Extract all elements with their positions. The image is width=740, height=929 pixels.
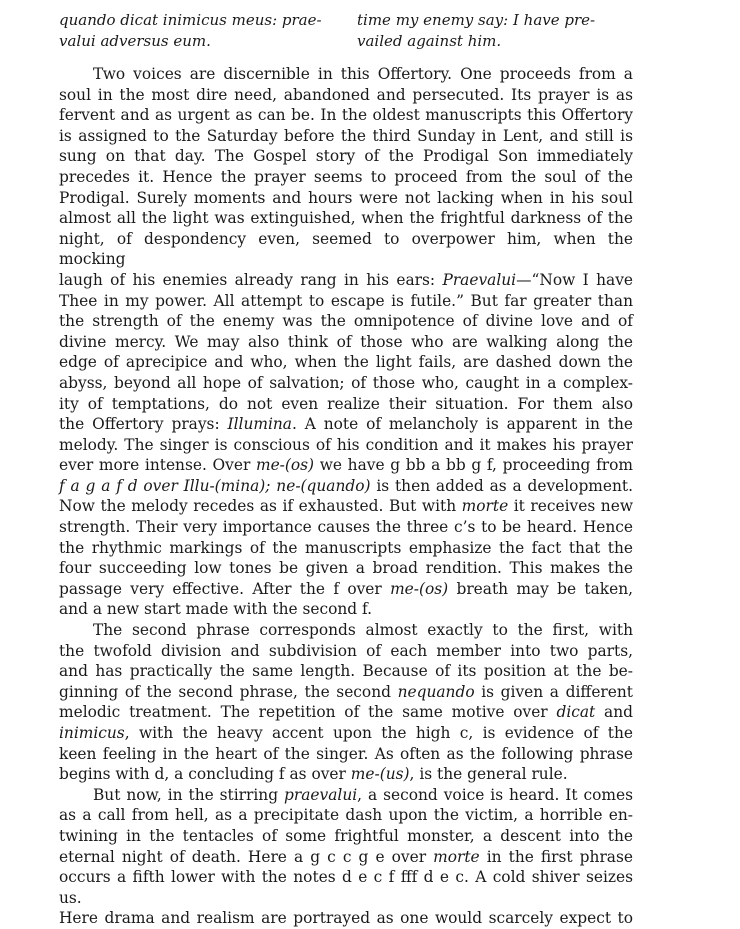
text-line: soul in the most dire need, abandoned and persecuted. Its prayer is as: [59, 85, 633, 104]
text-line: the rhythmic markings of the manuscripts emphasize the fact that the: [59, 538, 633, 557]
text-line: Thee in my power. All attempt to escape is futile.” But far greater than: [59, 291, 633, 310]
paragraph: [59, 620, 633, 785]
text-line: Here drama and realism are portrayed as one would scarcely expect to: [59, 909, 633, 928]
text-line: as a call from hell, as a precipitate dash upon the victim, a horrible en-: [59, 806, 633, 825]
text-line: passage very effective. After the f over me-(os) breath may be taken,: [59, 579, 634, 598]
italic-term: me-(us): [350, 765, 410, 784]
book-page: [59, 10, 633, 929]
text-line: Prodigal. Surely moments and hours were not lacking when in his soul: [59, 188, 633, 207]
italic-term: nequando: [397, 682, 475, 701]
text-line: Now the melody recedes as if exhausted. But with morte it receives new: [59, 497, 633, 516]
paragraph: [59, 64, 633, 620]
text-line: eternal night of death. Here a g c c g e over morte in the first phrase: [59, 847, 633, 866]
text-line: the twofold division and subdivision of each member into two parts,: [59, 641, 633, 660]
text-line: The second phrase corresponds almost exactly to the first, with: [93, 621, 633, 640]
italic-term: praevalui: [284, 785, 358, 804]
italic-term: inimicus: [59, 724, 125, 742]
text-line: ginning of the second phrase, the second nequando is given a different: [59, 682, 633, 701]
italic-term: me-(os): [255, 456, 315, 475]
text-line: keen feeling in the heart of the singer. As often as the following phrase: [59, 744, 633, 763]
italic-term: morte: [433, 847, 480, 866]
commentary-body: [59, 64, 633, 929]
text-line: the Offertory prays: Illumina. A note of melancholy is apparent in the: [59, 415, 633, 434]
text-line: abyss, beyond all hope of salvation; of those who, caught in a complex-: [59, 373, 633, 392]
text-line: f a g a f d over Illu-(mina); ne-(quando) is then added as a development.: [59, 476, 633, 495]
italic-term: Praevalui: [442, 270, 517, 289]
text-line: divine mercy. We may also think of those who are walking along the: [59, 332, 633, 351]
text-line: ity of temptations, do not even realize their situation. For them also: [59, 394, 633, 413]
italic-term: Illumina: [227, 415, 292, 434]
text-line: But now, in the stirring praevalui, a second voice is heard. It comes: [93, 785, 634, 804]
text-line: sung on that day. The Gospel story of the Prodigal Son immediately: [59, 147, 633, 166]
italic-term: f a g a f d over Illu-(mina); ne-(quando): [59, 476, 371, 495]
italic-term: dicat: [556, 703, 596, 722]
text-line: laugh of his enemies already rang in his ears: Praevalui—“Now I have: [59, 270, 633, 289]
text-line: and has practically the same length. Because of its position at the be-: [59, 662, 633, 681]
italic-term: morte: [461, 497, 509, 516]
paragraph: [59, 785, 633, 929]
text-line: is assigned to the Saturday before the third Sunday in Lent, and still is: [59, 126, 633, 145]
text-line: four succeeding low tones be given a broad rendition. This makes the: [59, 559, 633, 578]
text-line: strength. Their very importance causes the three c’s to be heard. Hence: [59, 518, 633, 537]
text-line: precedes it. Hence the prayer seems to proceed from the soul of the: [59, 167, 633, 186]
text-line: inimicus, with the heavy accent upon the high c, is evidence of the: [59, 724, 633, 742]
bilingual-header: [59, 10, 633, 52]
text-line: the strength of the enemy was the omnipotence of divine love and of: [59, 312, 633, 331]
text-line: ever more intense. Over me-(os) we have g bb a bb g f, proceeding from: [59, 456, 633, 475]
text-line: fervent and as urgent as can be. In the oldest manuscripts this Offertory: [59, 106, 633, 125]
italic-term: me-(os): [390, 579, 449, 598]
text-line: night, of despondency even, seemed to overpower him, when the mocking: [59, 229, 633, 269]
text-line: Two voices are discernible in this Offertory. One proceeds from a: [93, 65, 633, 83]
text-line: edge of aprecipice and who, when the light fails, are dashed down the: [59, 353, 633, 372]
text-line: twining in the tentacles of some frightful monster, a descent into the: [59, 826, 633, 845]
text-line: almost all the light was extinguished, when the frightful darkness of the: [59, 209, 633, 228]
english-translation: time my enemy say: I have pre-vailed against him.: [357, 11, 596, 50]
text-line: occurs a fifth lower with the notes d e c f fff d e c. A cold shiver seizes us.: [59, 868, 633, 907]
text-line: and a new start made with the second f.: [59, 600, 373, 619]
text-line: melody. The singer is conscious of his condition and it makes his prayer: [59, 435, 633, 454]
latin-text: quando dicat inimicus meus: prae-valui adversus eum.: [59, 11, 322, 50]
text-line: melodic treatment. The repetition of the same motive over dicat and: [59, 703, 633, 722]
text-line: begins with d, a concluding f as over me-(us), is the general rule.: [59, 765, 568, 784]
